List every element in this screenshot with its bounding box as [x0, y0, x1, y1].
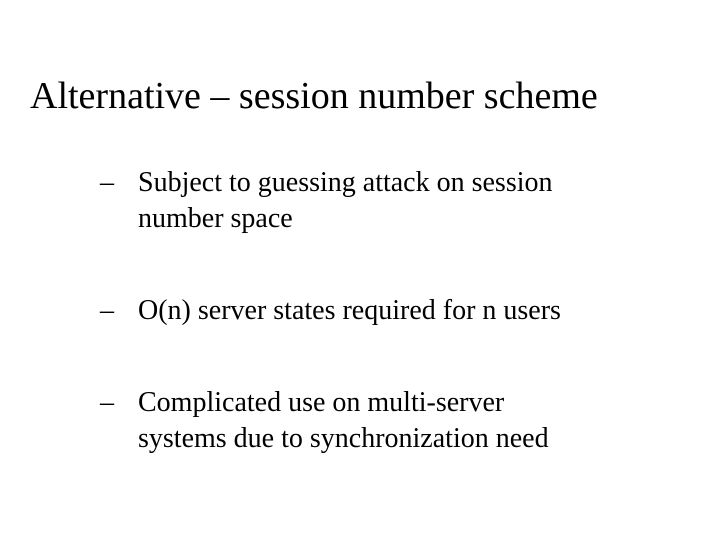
bullet-dash: –: [100, 387, 114, 418]
bullet-item-guessing-attack: [94, 165, 694, 237]
bullet-text-line: systems due to synchronization need: [138, 423, 549, 454]
bullet-text-line: number space: [138, 203, 293, 234]
bullet-text-line: Complicated use on multi-server: [138, 387, 505, 418]
bullet-text-line: O(n) server states required for n users: [138, 295, 561, 326]
bullet-text-line: Subject to guessing attack on session: [138, 167, 553, 198]
bullet-dash: –: [100, 167, 114, 198]
bullet-item-multi-server: [94, 385, 694, 457]
bullet-item-server-states: [94, 293, 694, 329]
slide-title: Alternative – session number scheme: [30, 75, 598, 117]
bullet-list: [94, 165, 694, 457]
bullet-dash: –: [100, 295, 114, 326]
